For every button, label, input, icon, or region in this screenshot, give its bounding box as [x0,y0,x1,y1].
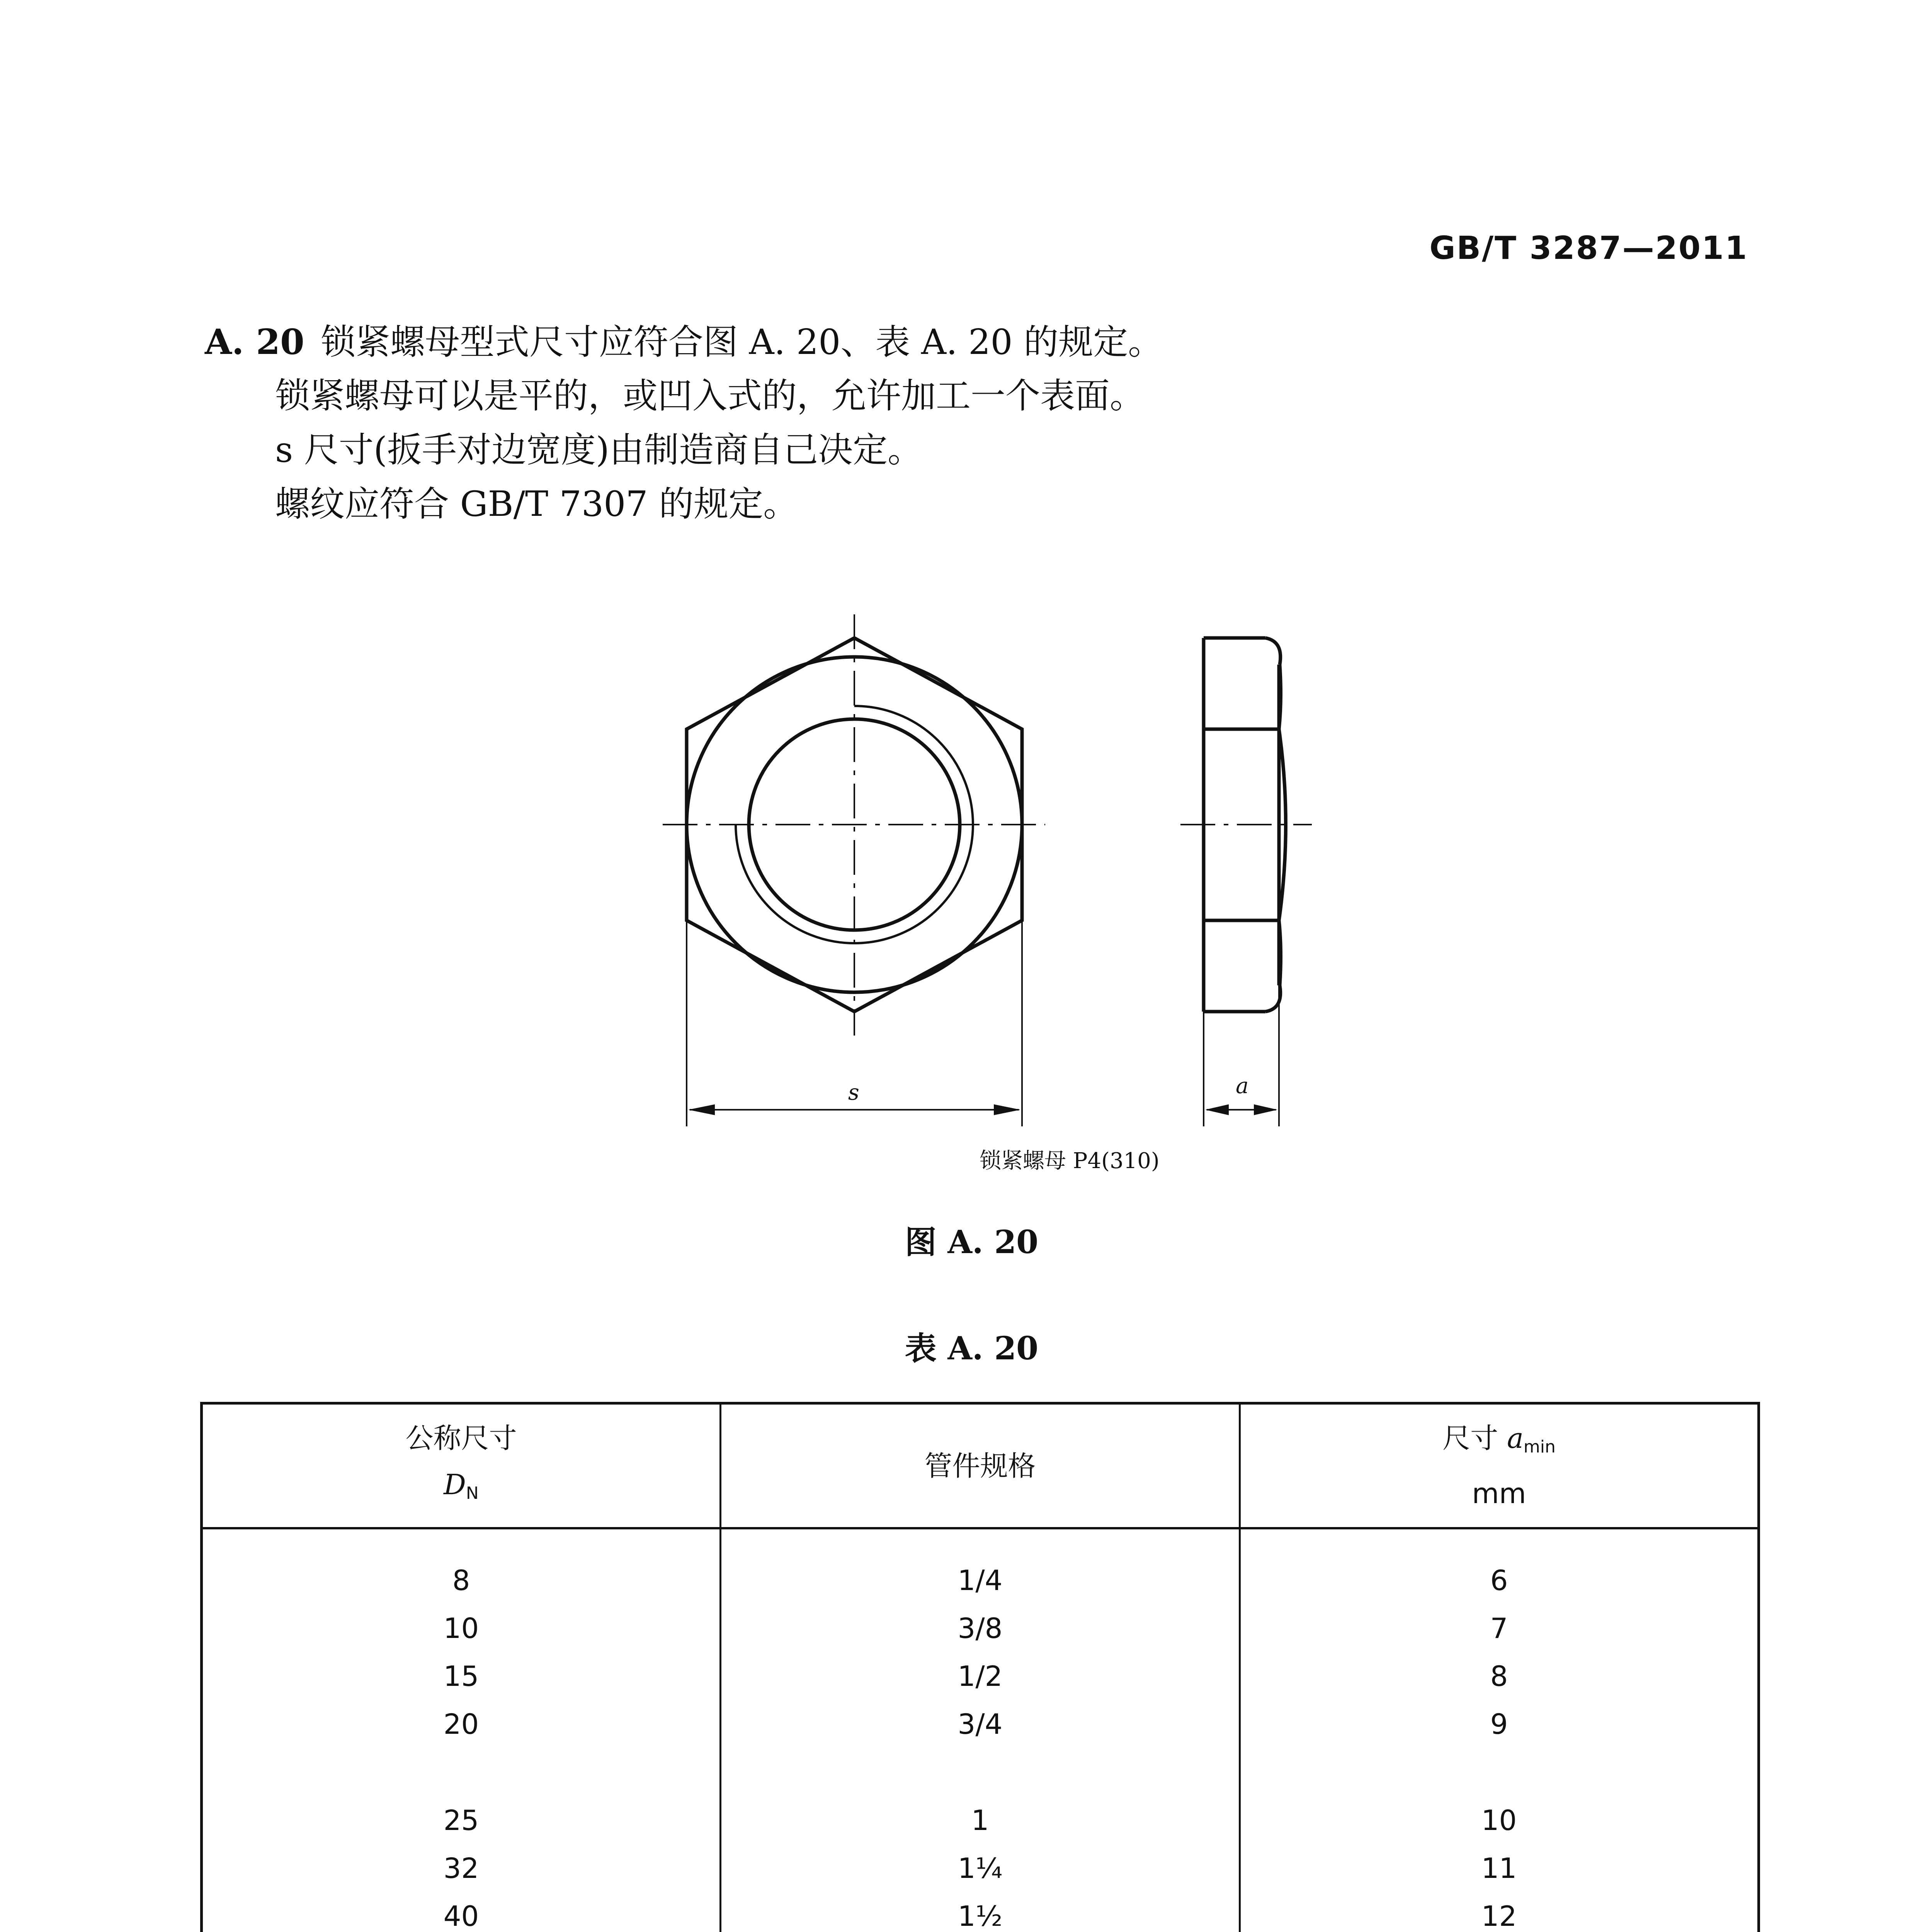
spec-value: 1/4 [957,1564,1003,1597]
standard-number: GB/T 3287—2011 [1429,230,1748,267]
subscript-min: min [1523,1437,1556,1457]
table-a20 [200,1402,1760,1932]
header-nominal-size [202,1403,721,1529]
a-min-value: 6 [1490,1564,1508,1597]
a-min-value: 11 [1481,1852,1517,1884]
spec-value: 3/8 [957,1612,1003,1645]
column-dn [202,1528,721,1932]
dimension-a-label: a [1236,1073,1249,1099]
a-min-value: 7 [1490,1612,1508,1645]
dimension-s-label: s [848,1080,859,1105]
table-body-row [202,1528,1759,1932]
spec-value: 1¼ [957,1852,1003,1884]
header-dimension-text: 尺寸 [1442,1422,1498,1454]
dn-value: 40 [443,1900,479,1932]
symbol-d: D [444,1468,466,1501]
section-a20-line-3: 螺纹应符合 GB/T 7307 的规定。 [275,484,798,524]
dn-value: 32 [443,1852,479,1884]
subscript-n: N [466,1483,479,1503]
column-a-min [1240,1528,1759,1932]
symbol-a: a [1507,1422,1524,1454]
dn-value: 10 [443,1612,479,1645]
table-caption: 表 A. 20 [905,1330,1039,1367]
dn-value: 8 [452,1564,470,1597]
column-spec [720,1528,1240,1932]
header-dimension-a [1240,1403,1759,1529]
spec-value: 1 [971,1804,989,1837]
a-min-value: 9 [1490,1708,1508,1740]
header-dimension-a-label [1241,1415,1757,1470]
a-min-value: 8 [1490,1660,1508,1692]
a-min-value: 10 [1481,1804,1517,1837]
dn-value: 25 [443,1804,479,1837]
part-label: 锁紧螺母 P4(310) [980,1148,1160,1173]
header-dn-symbol [203,1461,719,1517]
header-unit: mm [1472,1477,1526,1510]
section-a20-line-2: s 尺寸(扳手对边宽度)由制造商自己决定。 [275,430,923,470]
spec-value: 1½ [957,1900,1003,1932]
section-a20-number: A. 20 [205,321,304,362]
section-a20-line-1: 锁紧螺母可以是平的，或凹入式的，允许加工一个表面。 [275,376,1145,416]
header-fitting-spec: 管件规格 [720,1403,1240,1529]
header-nominal-size-label: 公称尺寸 [405,1422,517,1454]
figure-caption: 图 A. 20 [905,1224,1039,1261]
spec-value: 3/4 [957,1708,1003,1740]
dn-value: 20 [443,1708,479,1740]
a-min-value: 12 [1481,1900,1517,1932]
dn-value: 15 [443,1660,479,1692]
section-a20-title: 锁紧螺母型式尺寸应符合图 A. 20、表 A. 20 的规定。 [321,322,1163,362]
table-header-row [202,1403,1759,1529]
spec-value: 1/2 [957,1660,1003,1692]
